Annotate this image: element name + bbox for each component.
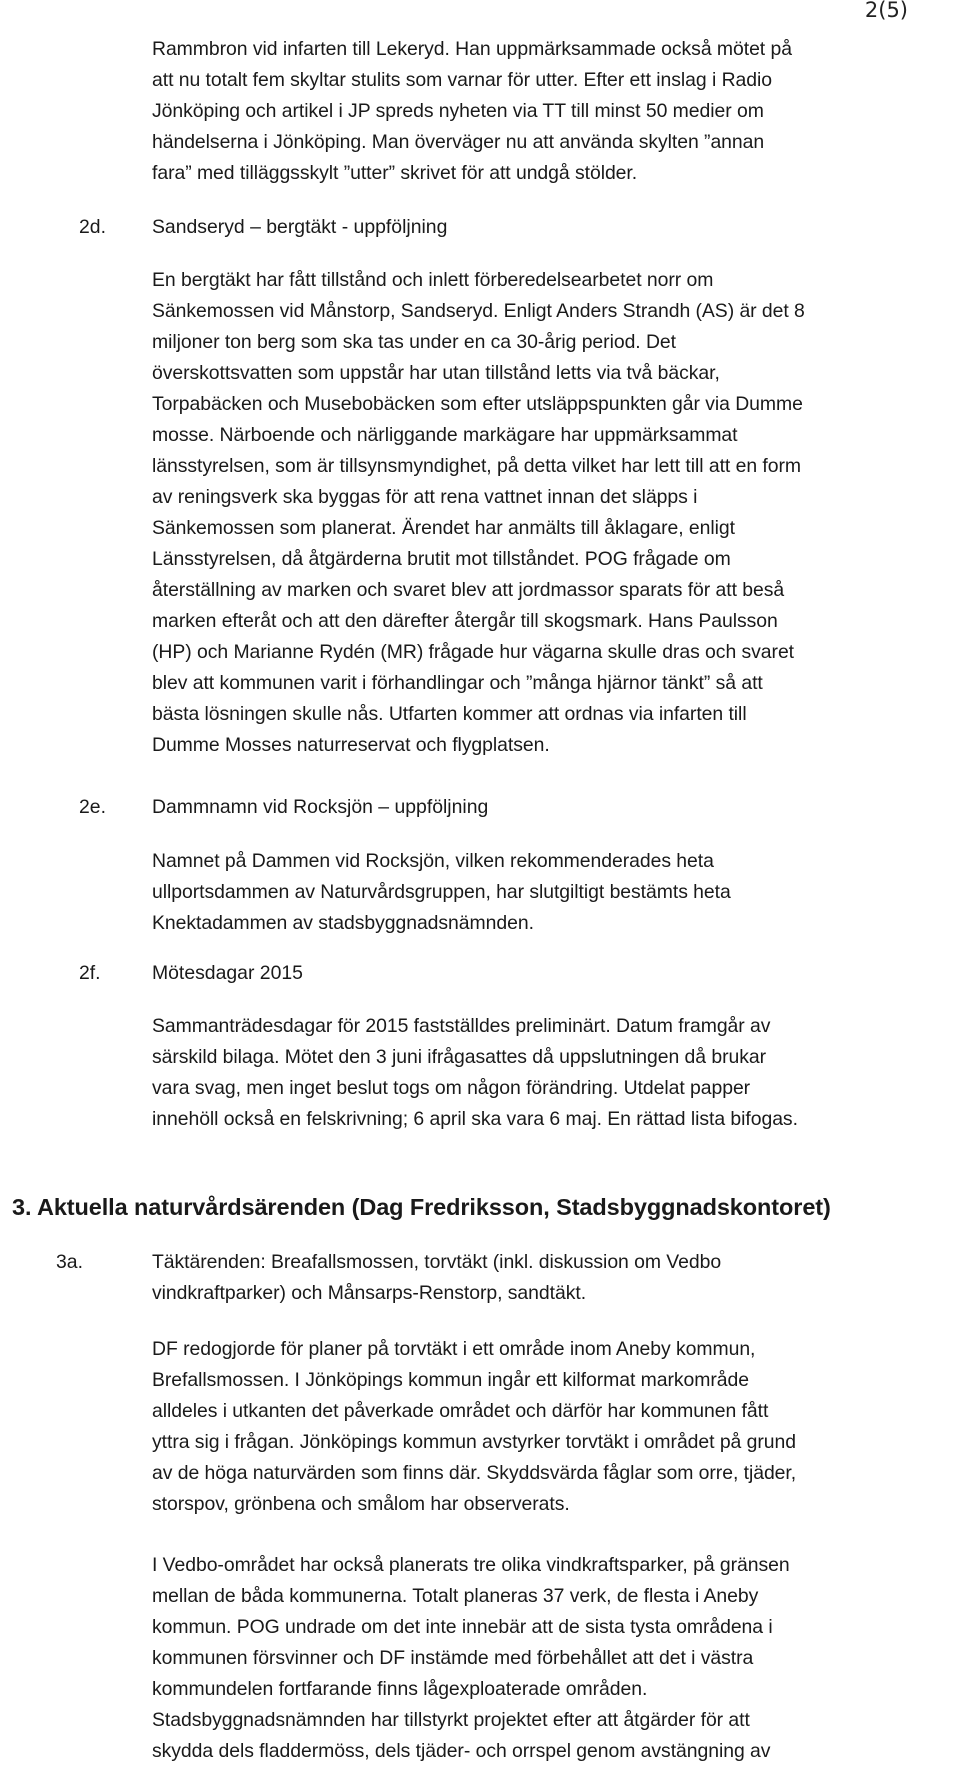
section-2f-body <box>152 1011 932 1135</box>
text-line: att nu totalt fem skyltar stulits som varnar för utter. Efter ett inslag i Radio <box>152 69 772 91</box>
text-line: Rammbron vid infarten till Lekeryd. Han uppmärksammade också mötet på <box>152 38 792 60</box>
section-2e-title: Dammnamn vid Rocksjön – uppföljning <box>152 796 489 818</box>
text-line: alldeles i utkanten det påverkade området och därför har kommunen fått <box>152 1400 769 1422</box>
section-3a-paragraph-1 <box>152 1334 932 1520</box>
section-3a-number: 3a. <box>56 1251 83 1273</box>
text-line: av de höga naturvärden som finns där. Skyddsvärda fåglar som orre, tjäder, <box>152 1462 797 1484</box>
text-line: Knektadammen av stadsbyggnadsnämnden. <box>152 912 534 934</box>
text-line: kommun. POG undrade om det inte innebär att de sista tysta områdena i <box>152 1616 773 1638</box>
text-line: skydda dels fladdermöss, dels tjäder- och orrspel genom avstängning av <box>152 1740 771 1762</box>
text-line: Jönköping och artikel i JP spreds nyheten via TT till minst 50 medier om <box>152 100 764 122</box>
text-line: (HP) och Marianne Rydén (MR) frågade hur vägarna skulle dras och svaret <box>152 641 795 663</box>
text-line: blev att kommunen varit i förhandlingar och ”många hjärnor tänkt” så att <box>152 672 763 694</box>
text-line: av reningsverk ska byggas för att rena vattnet innan det släpps i <box>152 486 698 508</box>
text-line: återställning av marken och svaret blev att jordmassor sparats för att beså <box>152 579 785 601</box>
text-line: bästa lösningen skulle nås. Utfarten kommer att ordnas via infarten till <box>152 703 747 725</box>
text-line: länsstyrelsen, som är tillsynsmyndighet, på detta vilket har lett till att en form <box>152 455 801 477</box>
text-line: Länsstyrelsen, då åtgärderna brutit mot tillståndet. POG frågade om <box>152 548 731 570</box>
intro-paragraph <box>152 34 932 189</box>
text-line: Täktärenden: Breafallsmossen, torvtäkt (inkl. diskussion om Vedbo <box>152 1251 722 1273</box>
page-number: 2(5) <box>864 0 908 22</box>
text-line: En bergtäkt har fått tillstånd och inlett förberedelsearbetet norr om <box>152 269 714 291</box>
section-3a-paragraph-2 <box>152 1550 932 1767</box>
section-3-heading: 3. Aktuella naturvårdsärenden (Dag Fredriksson, Stadsbyggnadskontoret) <box>12 1194 831 1220</box>
section-2d-title: Sandseryd – bergtäkt - uppföljning <box>152 216 448 238</box>
text-line: särskild bilaga. Mötet den 3 juni ifrågasattes då uppslutningen då brukar <box>152 1046 767 1068</box>
text-line: Sammanträdesdagar för 2015 fastställdes preliminärt. Datum framgår av <box>152 1015 771 1037</box>
section-2d-body <box>152 265 932 761</box>
text-line: innehöll också en felskrivning; 6 april ska vara 6 maj. En rättad lista bifogas. <box>152 1108 798 1130</box>
text-line: I Vedbo-området har också planerats tre olika vindkraftsparker, på gränsen <box>152 1554 790 1576</box>
section-2e-number: 2e. <box>79 796 106 818</box>
text-line: yttra sig i frågan. Jönköpings kommun avstyrker torvtäkt i området på grund <box>152 1431 796 1453</box>
text-line: överskottsvatten som uppstår har utan tillstånd letts via två bäckar, <box>152 362 720 384</box>
text-line: vindkraftparker) och Månsarps-Renstorp, sandtäkt. <box>152 1282 587 1304</box>
text-line: händelserna i Jönköping. Man överväger nu att använda skylten ”annan <box>152 131 765 153</box>
text-line: mosse. Närboende och närliggande markägare har uppmärksammat <box>152 424 738 446</box>
section-2e-body <box>152 846 932 939</box>
text-line: mellan de båda kommunerna. Totalt planeras 37 verk, de flesta i Aneby <box>152 1585 759 1607</box>
text-line: kommundelen fortfarande finns lågexploaterade områden. <box>152 1678 648 1700</box>
text-line: marken efteråt och att den därefter återgår till skogsmark. Hans Paulsson <box>152 610 778 632</box>
text-line: fara” med tilläggsskylt ”utter” skrivet för att undgå stölder. <box>152 162 638 184</box>
text-line: Stadsbyggnadsnämnden har tillstyrkt projektet efter att åtgärder för att <box>152 1709 750 1731</box>
section-3a-title <box>152 1247 932 1309</box>
text-line: Sänkemossen vid Månstorp, Sandseryd. Enligt Anders Strandh (AS) är det 8 <box>152 300 805 322</box>
section-2d-number: 2d. <box>79 216 106 238</box>
text-line: Brefallsmossen. I Jönköpings kommun ingår ett kilformat markområde <box>152 1369 749 1391</box>
text-line: vara svag, men inget beslut togs om någon förändring. Utdelat papper <box>152 1077 751 1099</box>
text-line: Torpabäcken och Musebobäcken som efter utsläppspunkten går via Dumme <box>152 393 803 415</box>
text-line: Sänkemossen som planerat. Ärendet har anmälts till åklagare, enligt <box>152 517 735 539</box>
text-line: miljoner ton berg som ska tas under en ca 30-årig period. Det <box>152 331 677 353</box>
text-line: kommunen försvinner och DF instämde med förbehållet att det i västra <box>152 1647 754 1669</box>
text-line: ullportsdammen av Naturvårdsgruppen, har slutgiltigt bestämts heta <box>152 881 731 903</box>
section-2f-title: Mötesdagar 2015 <box>152 962 303 984</box>
section-2f-number: 2f. <box>79 962 101 984</box>
text-line: Dumme Mosses naturreservat och flygplatsen. <box>152 734 550 756</box>
text-line: Namnet på Dammen vid Rocksjön, vilken rekommenderades heta <box>152 850 714 872</box>
text-line: storspov, grönbena och smålom har observerats. <box>152 1493 570 1515</box>
text-line: DF redogjorde för planer på torvtäkt i ett område inom Aneby kommun, <box>152 1338 756 1360</box>
